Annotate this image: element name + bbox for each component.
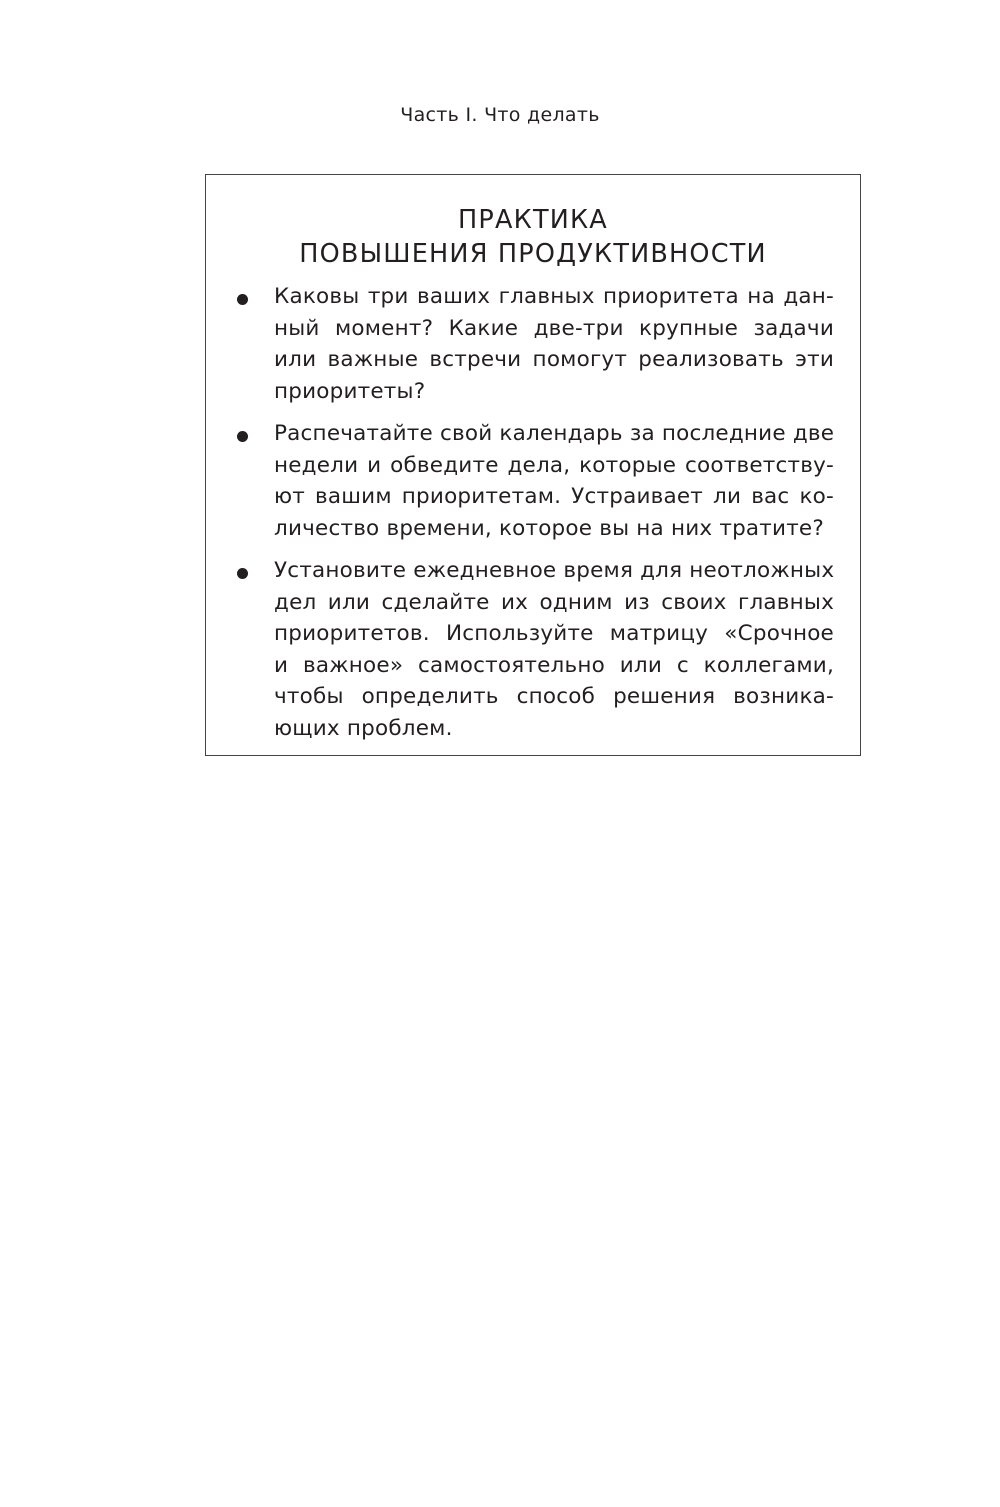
item-text-line: ющих проблем.: [274, 715, 453, 741]
list-item: [230, 281, 834, 407]
item-text-line: дел или сделайте их одним из своих главных: [274, 589, 834, 615]
list-item: [230, 555, 834, 744]
item-text-line: Каковы три ваших главных приоритета на дан-: [274, 284, 834, 309]
running-head: Часть I. Что делать: [400, 104, 600, 126]
item-text-line: или важные встречи помогут реализовать эти: [274, 347, 834, 372]
item-text-line: чтобы определить способ решения возника-: [274, 684, 834, 709]
item-text-line: недели и обведите дела, которые соответству-: [274, 452, 834, 478]
item-text-line: Установите ежедневное время для неотложных: [274, 558, 835, 583]
bullet-icon: [237, 568, 248, 579]
item-text-line: ный момент? Какие две-три крупные задачи: [274, 315, 834, 341]
list-item: [230, 418, 834, 544]
practice-box: [205, 174, 861, 756]
item-text-line: приоритетов. Используйте матрицу «Срочное: [274, 621, 834, 646]
item-text-line: и важное» самостоятельно или с коллегами,: [274, 652, 834, 678]
item-text-line: ют вашим приоритетам. Устраивает ли вас ко-: [274, 484, 834, 509]
item-text-line: приоритеты?: [274, 378, 426, 404]
bullet-icon: [237, 294, 248, 305]
box-title: [206, 203, 860, 271]
bullet-icon: [237, 431, 248, 442]
box-title-line-1: ПРАКТИКА: [458, 205, 608, 235]
item-text-line: Распечатайте свой календарь за последние две: [274, 421, 835, 446]
practice-list: [230, 281, 834, 755]
box-title-line-2: ПОВЫШЕНИЯ ПРОДУКТИВНОСТИ: [299, 239, 767, 269]
item-text-line: личество времени, которое вы на них тратите?: [274, 515, 824, 541]
